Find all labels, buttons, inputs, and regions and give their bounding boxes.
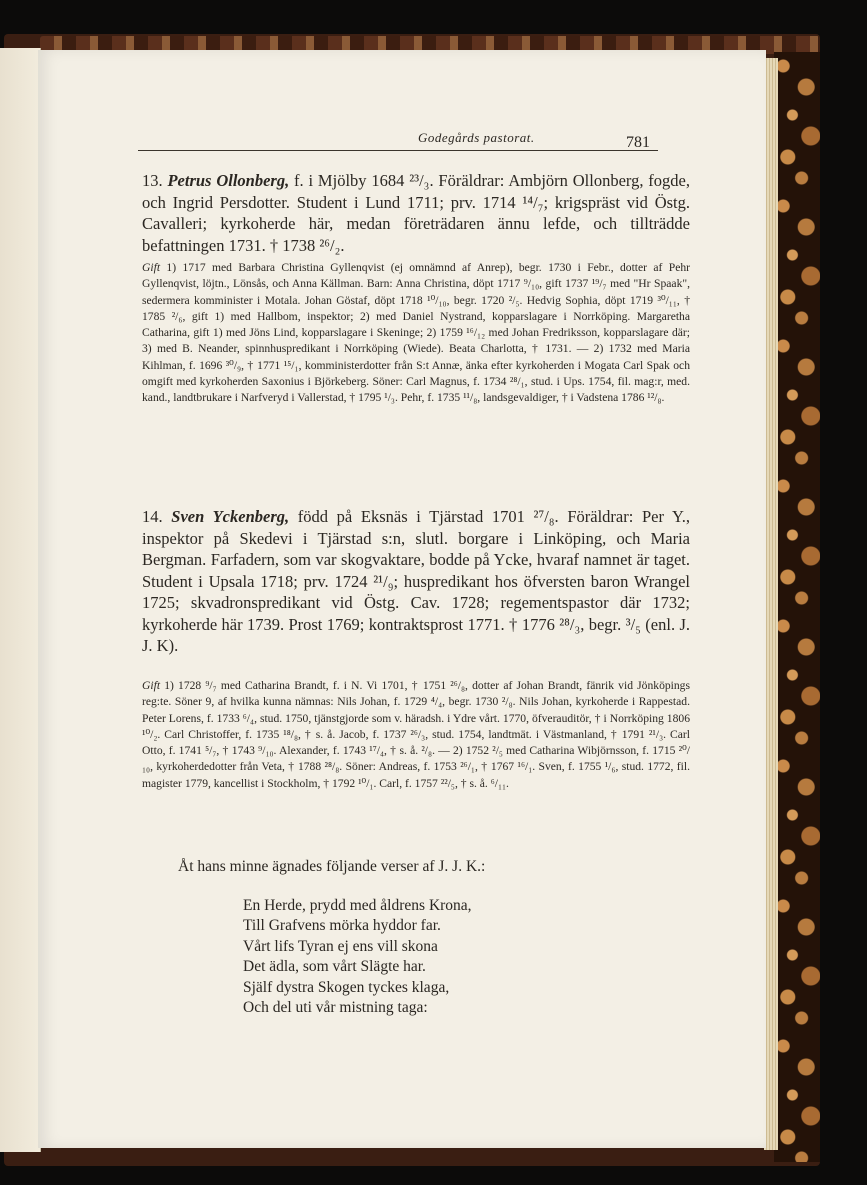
verse-line: Det ädla, som vårt Slägte har.: [243, 958, 426, 976]
entry-14-note-label: Gift: [142, 679, 161, 692]
verse-line: Själf dystra Skogen tyckes klaga,: [243, 978, 450, 996]
entry-14-note: [142, 678, 690, 792]
book-page: [38, 50, 766, 1148]
entry-14-text: född på Eksnäs i Tjärstad 1701 ²⁷/₈. Föräldrar: Per Y., inspektor på Skedevi i Tjärstad s:n, slutl. borgare i Linköping, och Maria Bergman. Farfadern, som var skogvaktare, bodde på Ycke, hvaraf namnet är taget. Student i Upsala 1718; prv. 1724 ²¹/₉; huspredikant hos öfversten baron Wrangel 1725; skvadronspredikant vid Östg. Cav. 1728; regementspastor där 1732; kyrkoherde här 1739. Prost 1769; kontraktsprost 1771. † 1776 ²⁸/₃, begr. ³/₅ (enl. J. J. K).: [142, 507, 691, 655]
entry-13-note: [142, 260, 690, 407]
page-number: 781: [626, 134, 650, 151]
verse-intro: Åt hans minne ägnades följande verser af J. J. K.:: [178, 858, 486, 875]
marbled-edge: [774, 52, 820, 1162]
verse-line: Och del uti vår mistning taga:: [243, 999, 428, 1017]
running-head: [138, 130, 658, 151]
entry-14-name: Sven Yckenberg,: [171, 507, 290, 526]
verse-line: Till Grafvens mörka hyddor far.: [243, 917, 441, 935]
entry-13-note-label: Gift: [142, 261, 161, 274]
entry-14-body: [142, 506, 690, 657]
entry-13-body: [142, 170, 690, 256]
entry-14-number: 14.: [142, 507, 163, 526]
verse-line: Vårt lifs Tyran ej ens vill skona: [243, 937, 438, 955]
verse-block: [243, 896, 573, 1018]
running-title: Godegårds pastorat.: [418, 130, 535, 145]
entry-13-number: 13.: [142, 171, 163, 190]
entry-14-note-text: 1) 1728 ⁹/₇ med Catharina Brandt, f. i N. Vi 1701, † 1751 ²⁶/₈, dotter af Johan Brandt, fänrik vid Jönköpings reg:te. Söner 9, af hvilka kunna nämnas: Nils Johan, f. 1729 ⁴/₄, begr. 1730 ²/₈. Nils Johan, kyrkoherde i Rappestad. Peter Lorens, f. 1733 ⁶/₄, stud. 1750, tjänstgjorde som v. häradsh. i Ydre vårt. 1770, öfverauditör, † i Norrköping 1806 ¹⁰/₂. Carl Christoffer, f. 1735 ¹⁸/₈, † s. å. Jacob, f. 1737 ²⁶/₃, stud. 1754, landtmät. i Västmanland, † 1791 ²¹/₃. Carl Otto, f. 1741 ⁵/₇, † 1743 ⁹/₁₀. Alexander, f. 1743 ¹⁷/₄, † s. å. ²/₈. — 2) 1752 ²/₅ med Catharina Wibjörnsson, f. 1715 ²⁰/₁₀, kyrkoherdedotter från Veta, † 1788 ²⁸/₈. Söner: Andreas, f. 1753 ²⁶/₁, † 1767 ¹⁶/₁. Sven, f. 1755 ¹/₆, stud. 1772, fil. magister 1779, kancellist i Stockholm, † 1792 ¹⁰/₁. Carl, f. 1757 ²²/₅, † s. å. ⁶/₁₁.: [142, 679, 690, 790]
entry-13-name: Petrus Ollonberg,: [167, 171, 290, 190]
page-edges: [764, 58, 778, 1150]
left-page: [0, 48, 41, 1152]
entry-13-text: f. i Mjölby 1684 ²³/₃. Föräldrar: Ambjörn Ollonberg, fogde, och Ingrid Persdotter. Student i Lund 1711; prv. 1714 ¹⁴/₇; krigspräst vid Östg. Cavalleri; kyrkoherde här, medan företrädaren ännu lefde, och tillträdde befattningen 1731. † 1738 ²⁶/₂.: [142, 171, 691, 255]
verse-line: En Herde, prydd med åldrens Krona,: [243, 897, 472, 914]
entry-13-note-text: 1) 1717 med Barbara Christina Gyllenqvist (ej omnämnd af Anrep), begr. 1730 i Febr., dotter af Pehr Gyllenqvist, löjtn., Lönsås, och Anna Källman. Barn: Anna Christina, döpt 1717 ⁹/₁₀, gift 1737 ¹⁹/₇ med "Hr Spaak", sedermera komminister i Motala. Johan Göstaf, döpt 1718 ¹⁰/₁₀, begr. 1720 ²/₅. Hedvig Sophia, döpt 1719 ³⁰/₁₁, † 1785 ²/₆, gift 1) med Hallbom, inspektor; 2) med Daniel Nystrand, kopparslagare i Norrköping. Margaretha Catharina, gift 1) med Jöns Lind, kopparslagare i Skeninge; 2) 1759 ¹⁶/₁₂ med Johan Fredriksson, kopparslagare där; 3) med B. Neander, spinnhuspredikant i Norrköping (Wiede). Beata Charlotta, † 1731. — 2) 1732 med Maria Kihlman, f. 1696 ³⁰/₉, † 1771 ¹⁵/₁, komministerdotter från S:t Annæ, änka efter kyrkoherden i Mogata Carl Spak och omgift med kyrkoherden Saxonius i Björkeberg. Söner: Carl Magnus, f. 1734 ²⁸/₁, stud. i Ups. 1754, fil. mag:r, med. kand., landtbrukare i Narfveryd i Vallerstad, † 1795 ¹/₃. Pehr, f. 1735 ¹¹/₈, landsgevaldiger, † i Vadstena 1786 ¹²/₈.: [142, 261, 691, 405]
